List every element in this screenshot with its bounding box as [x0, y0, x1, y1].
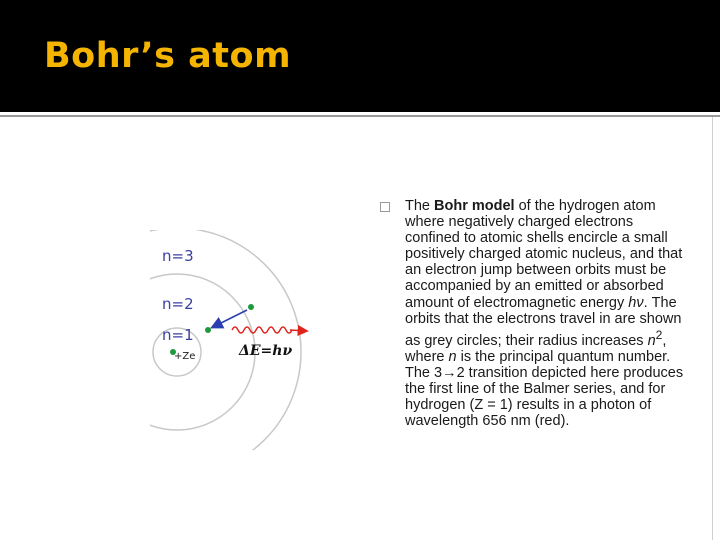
energy-label: ΔE=hν [239, 343, 293, 359]
bullet-marker [380, 202, 390, 212]
photon-arrow [290, 330, 306, 331]
nucleus-label: +Ze [174, 351, 196, 362]
bohr-diagram [150, 230, 330, 450]
desc-part-2: of the hydrogen atom where negatively charged electrons confined to atomic shells encircle a small positively charged atomic nucleus, and that an electron jump between orbits must be accompanied by an emitted or absorbed amount of electromagnetic energy [405, 198, 683, 311]
desc-part-5: is the principal quantum number. The 3→2 transition depicted here produces the first line of the Balmer series, and for hydrogen (Z = 1) results in a photon of wavelength 656 nm (red). [405, 348, 684, 430]
label-n3: n=3 [162, 247, 194, 265]
superscript-2: 2 [655, 327, 663, 342]
bohr-model-term: Bohr model [434, 198, 515, 214]
electron-n3 [248, 304, 254, 310]
hv-term: hν [628, 294, 644, 311]
n-term-1: n [647, 332, 656, 349]
n-term-2: n [448, 348, 457, 365]
desc-part-3: . The orbits that the electrons travel in are shown as grey circles; their radius increases [405, 294, 682, 349]
title-divider [0, 115, 720, 117]
description-text [405, 198, 690, 429]
photon-wave [232, 327, 292, 333]
transition-arrow [213, 310, 247, 327]
desc-part-1: The [405, 198, 435, 214]
title-bar [0, 0, 720, 112]
desc-part-4: , where [405, 332, 667, 365]
label-n1: n=1 [162, 326, 194, 344]
slide-title: Bohr’s atom [44, 36, 292, 76]
label-n2: n=2 [162, 295, 194, 313]
right-border-line [712, 117, 713, 540]
electron-n2 [205, 327, 211, 333]
